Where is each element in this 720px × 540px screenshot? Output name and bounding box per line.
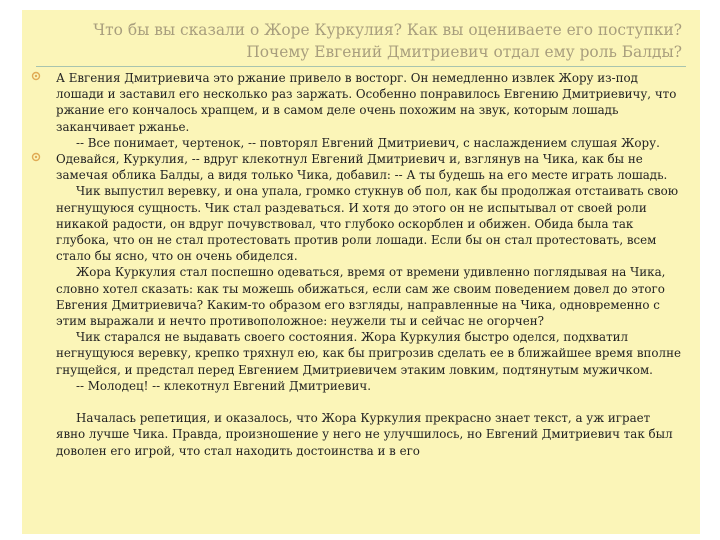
title-line-1: Что бы вы сказали о Жоре Куркулия? Как вы оцениваете его поступки? [93,21,682,39]
hollow-circle-bullet-icon [29,71,43,85]
title-line-2: Почему Евгений Дмитриевич отдал ему роль Балды? [246,43,682,61]
paragraph: -- Молодец! -- клекотнул Евгений Дмитриевич. [76,378,371,393]
bullet-item-1 [56,70,682,151]
hollow-circle-bullet-icon [29,152,43,166]
paragraph: Чик выпустил веревку, и она упала, громко стукнув об пол, как бы продолжая отстаивать свою негнущуюся сущность. Чик стал раздеваться. И хотя до этого он не испытывал от своей роли никакой радости, он вдруг почувствовал, что глубоко оскорблен и обижен. Обида была так глубока, что он не стал протестовать против роли лошади. Если бы он стал протестовать, всем стало бы ясно, что он очень обиделся. [56,184,679,264]
paragraph: -- Все понимает, чертенок, -- повторял Евгений Дмитриевич, с наслаждением слушая Жору. [76,135,660,150]
paragraph: Чик старался не выдавать своего состояния. Жора Куркулия быстро оделся, подхватил негнущуюся веревку, крепко тряхнул ею, как бы пригрозив сделать ее в ближайшее время вполне гнущейся, и предстал перед Евгением Дмитриевичем этаким ловким, подтянутым мужичком. [56,330,681,377]
blank-line [56,394,682,410]
paragraph: Одевайся, Куркулия, -- вдруг клекотнул Евгений Дмитриевич и, взглянув на Чика, как бы не замечая облика Балды, а видя только Чика, добавил: -- А ты будешь на его месте играть лошадь. [56,152,668,183]
slide-title [42,19,682,63]
slide-body [56,70,682,459]
paragraph: А Евгения Дмитриевича это ржание привело в восторг. Он немедленно извлек Жору из-под лошади и заставил его несколько раз заржать. Особенно понравилось Евгению Дмитриевичу, что ржание его кончалось храпцем, и в самом деле очень похожим на звук, которым лошадь заканчивает ржанье. [56,71,677,134]
title-divider [36,66,686,67]
paragraph: Началась репетиция, и оказалось, что Жора Куркулия прекрасно знает текст, а уж играет явно лучше Чика. Правда, произношение у него не улучшилось, но Евгений Дмитриевич так был доволен его игрой, что стал находить достоинства и в его [56,411,673,458]
paragraph: Жора Куркулия стал поспешно одеваться, время от времени удивленно поглядывая на Чика, словно хотел сказать: как ты можешь обижаться, если сам же своим поведением довел до этого Евгения Дмитриевича? Каким-то образом его взгляды, направленные на Чика, одновременно с этим выражали и нечто противоположное: неужели ты и сейчас не огорчен? [56,265,666,329]
slide [22,10,700,534]
bullet-item-2 [56,151,682,459]
